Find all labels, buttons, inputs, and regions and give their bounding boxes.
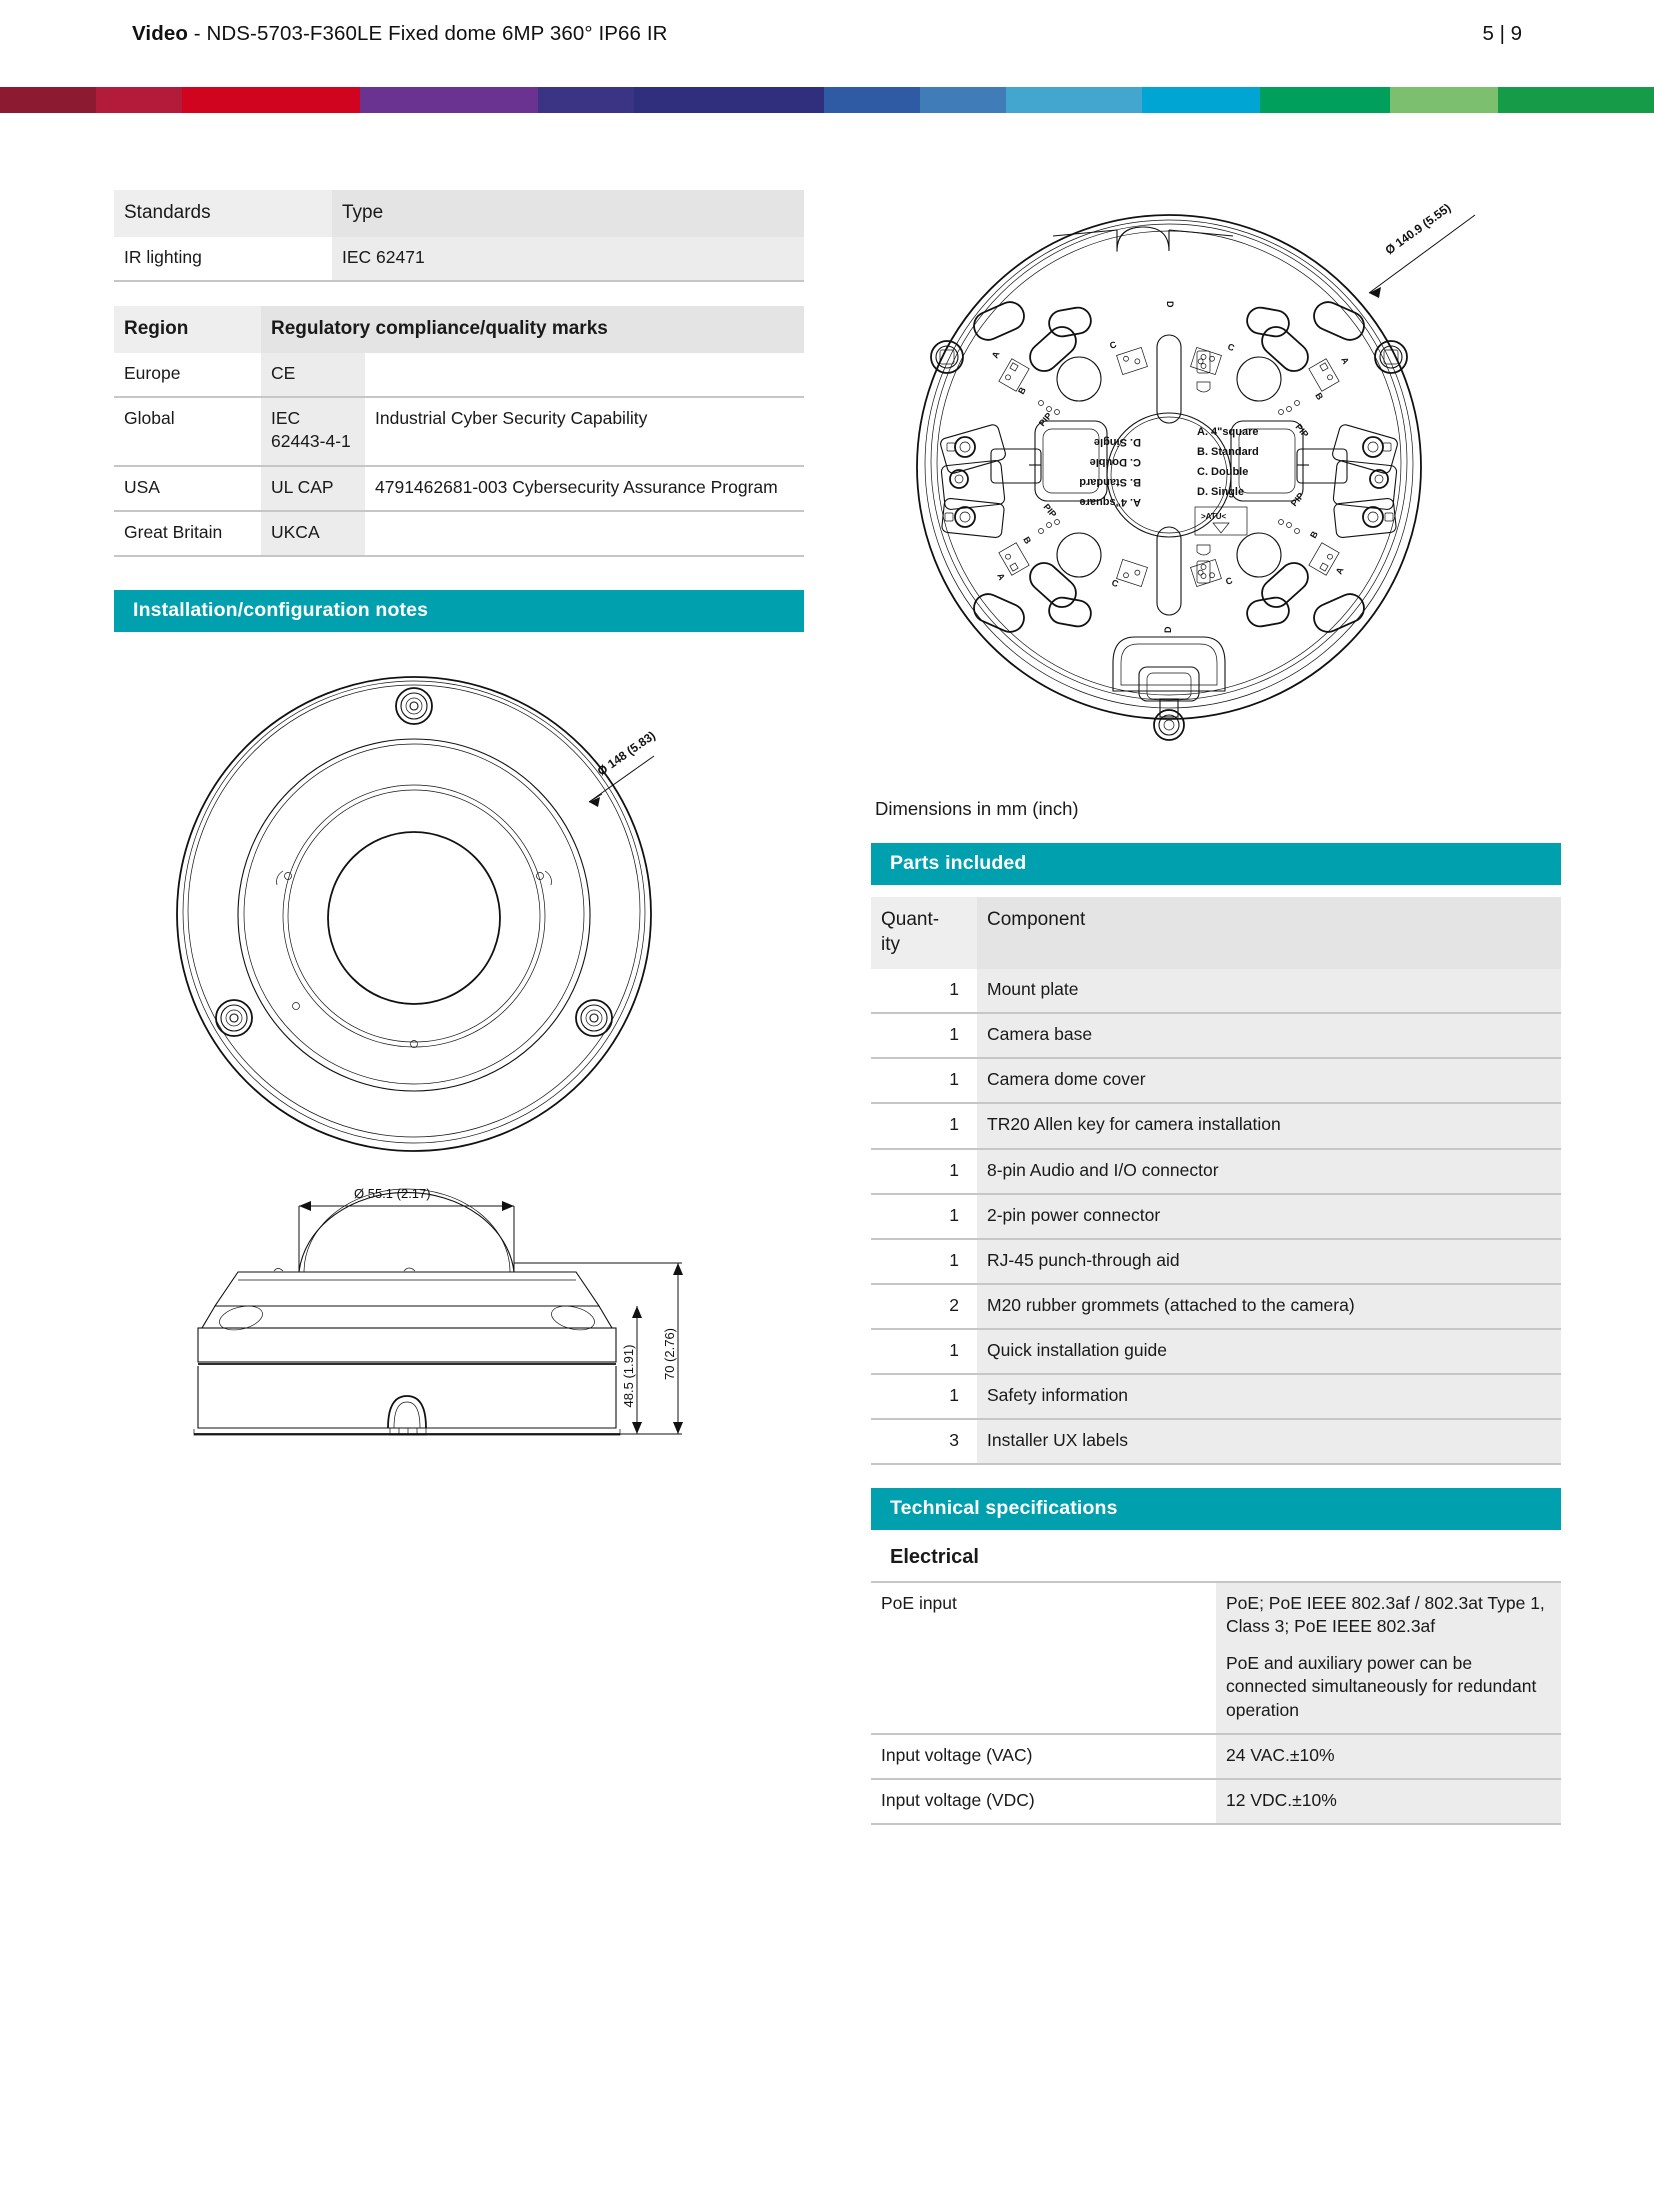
table-row xyxy=(871,1284,1561,1329)
svg-text:A: A xyxy=(989,349,1002,360)
camera-side-view-svg xyxy=(114,1176,804,1466)
right-column xyxy=(871,175,1561,1825)
spacer xyxy=(114,282,804,306)
section-bar-technical-specifications: Technical specifications xyxy=(871,1488,1561,1530)
dimension-leader xyxy=(589,728,658,807)
svg-text:B. Standard: B. Standard xyxy=(1197,446,1259,458)
col-header-regulatory: Regulatory compliance/quality marks xyxy=(261,306,804,353)
table-row xyxy=(871,1058,1561,1103)
cell-qty: 1 xyxy=(949,1385,959,1405)
color-segment xyxy=(1498,87,1654,113)
svg-text:70 (2.76): 70 (2.76) xyxy=(662,1327,677,1380)
table-row xyxy=(114,511,804,556)
table-row xyxy=(871,1103,1561,1148)
cell-mark: IEC 62443-4-1 xyxy=(261,397,365,465)
mount-plate-drawing xyxy=(871,175,1561,790)
spec-value-line-1: PoE; PoE IEEE 802.3af / 802.3at Type 1, Class 3; PoE IEEE 802.3af xyxy=(1226,1593,1545,1637)
svg-text:D. Single: D. Single xyxy=(1197,486,1245,498)
cell-region: Great Britain xyxy=(124,521,223,542)
table-row xyxy=(871,1194,1561,1239)
table-row xyxy=(114,237,804,281)
col-header-component: Component xyxy=(977,897,1561,969)
cell-component: 8-pin Audio and I/O connector xyxy=(977,1149,1561,1194)
svg-text:C: C xyxy=(1110,577,1120,590)
cell-spec-label: Input voltage (VAC) xyxy=(881,1744,1033,1765)
svg-text:C. Double: C. Double xyxy=(1089,456,1141,468)
svg-text:B: B xyxy=(1021,535,1034,546)
color-segment xyxy=(182,87,360,113)
svg-text:A. 4"square: A. 4"square xyxy=(1079,496,1141,508)
brand-color-bar xyxy=(0,87,1654,113)
cell-component: Camera dome cover xyxy=(977,1058,1561,1103)
table-row xyxy=(114,397,804,465)
svg-text:B: B xyxy=(1313,391,1326,402)
subsection-electrical: Electrical xyxy=(890,1546,979,1569)
cell-component: Quick installation guide xyxy=(977,1329,1561,1374)
table-row xyxy=(114,466,804,511)
color-segment xyxy=(824,87,920,113)
cell-qty: 1 xyxy=(949,1339,959,1360)
cell-detail: 4791462681-003 Cybersecurity Assurance Program xyxy=(375,476,778,497)
svg-text:B: B xyxy=(1308,529,1320,540)
color-segment xyxy=(920,87,1006,113)
col-header-quantity: Quant- ity xyxy=(871,897,977,969)
color-segment xyxy=(538,87,634,113)
svg-text:D: D xyxy=(1165,301,1175,308)
cell-spec-value: 12 VDC.±10% xyxy=(1216,1779,1561,1824)
col-header-type: Type xyxy=(332,190,804,237)
cell-spec-value xyxy=(1216,1582,1561,1733)
section-bar-installation: Installation/configuration notes xyxy=(114,590,804,632)
svg-text:A. 4"square: A. 4"square xyxy=(1197,426,1259,438)
cell-spec-label: PoE input xyxy=(881,1593,957,1614)
svg-text:C: C xyxy=(1108,339,1118,351)
table-header-row xyxy=(114,306,804,353)
svg-text:>ATU<: >ATU< xyxy=(1201,512,1227,521)
svg-text:48.5 (1.91): 48.5 (1.91) xyxy=(621,1344,636,1408)
regulatory-table xyxy=(114,306,804,557)
cell-region: USA xyxy=(124,476,160,497)
camera-side-view-drawing xyxy=(114,1176,804,1466)
cell-qty: 1 xyxy=(949,1249,959,1270)
cell-qty: 3 xyxy=(949,1430,959,1451)
cell-mark: UKCA xyxy=(261,511,365,556)
cell-component: Camera base xyxy=(977,1013,1561,1058)
cell-standard: IR lighting xyxy=(124,247,202,268)
dimension-leader xyxy=(1369,201,1475,298)
cell-mark: UL CAP xyxy=(261,466,365,511)
page-title-rest: - NDS-5703-F360LE Fixed dome 6MP 360° IP66 IR xyxy=(187,22,668,45)
cell-type: IEC 62471 xyxy=(332,237,804,281)
table-row xyxy=(871,1239,1561,1284)
svg-text:C: C xyxy=(1226,341,1236,354)
cell-qty: 1 xyxy=(949,1204,959,1225)
table-row xyxy=(114,353,804,397)
color-segment xyxy=(1142,87,1260,113)
cell-component: Installer UX labels xyxy=(977,1419,1561,1464)
svg-text:D. Single: D. Single xyxy=(1093,436,1141,448)
cell-component: Safety information xyxy=(977,1374,1561,1419)
cell-mark: CE xyxy=(261,353,365,397)
cell-qty: 1 xyxy=(949,979,959,1000)
spacer xyxy=(114,557,804,590)
svg-text:B: B xyxy=(1016,385,1028,396)
cell-detail: Industrial Cyber Security Capability xyxy=(375,408,648,429)
svg-text:Ø 55.1 (2.17): Ø 55.1 (2.17) xyxy=(354,1185,431,1201)
svg-text:A: A xyxy=(995,571,1007,582)
table-row xyxy=(871,1329,1561,1374)
electrical-table xyxy=(871,1581,1561,1825)
cell-qty: 1 xyxy=(949,1159,959,1180)
svg-text:D: D xyxy=(1163,626,1173,633)
svg-text:PIP: PIP xyxy=(1041,501,1059,520)
camera-top-view-svg xyxy=(114,646,804,1186)
cell-qty: 1 xyxy=(949,1114,959,1135)
svg-text:B. Standard: B. Standard xyxy=(1079,476,1141,488)
table-row xyxy=(871,1419,1561,1464)
table-row xyxy=(871,1582,1561,1733)
svg-text:C: C xyxy=(1224,575,1234,587)
table-row xyxy=(871,1779,1561,1824)
mount-plate-legend-mirrored xyxy=(1079,436,1141,508)
svg-text:A: A xyxy=(1339,355,1351,366)
color-segment xyxy=(1260,87,1390,113)
svg-text:Ø 140.9 (5.55): Ø 140.9 (5.55) xyxy=(1382,200,1454,258)
color-segment xyxy=(1006,87,1142,113)
cell-component: RJ-45 punch-through aid xyxy=(977,1239,1561,1284)
table-row xyxy=(871,969,1561,1013)
cell-spec-label: Input voltage (VDC) xyxy=(881,1789,1035,1810)
table-header-row xyxy=(871,897,1561,969)
cell-region: Global xyxy=(124,408,175,429)
svg-text:PIP: PIP xyxy=(1036,410,1054,429)
svg-text:Ø 148 (5.83): Ø 148 (5.83) xyxy=(594,728,658,779)
cell-detail xyxy=(365,353,804,397)
color-segment xyxy=(96,87,182,113)
cell-component: 2-pin power connector xyxy=(977,1194,1561,1239)
table-header-row xyxy=(114,190,804,237)
page-indicator: 5 | 9 xyxy=(1482,22,1522,45)
standards-table xyxy=(114,190,804,282)
page-title xyxy=(132,22,668,46)
spec-value-line-2: PoE and auxiliary power can be connected simultaneously for redundant operation xyxy=(1226,1653,1537,1720)
spacer xyxy=(871,1465,1561,1488)
cell-region: Europe xyxy=(124,363,181,384)
table-row xyxy=(871,1374,1561,1419)
cell-qty: 2 xyxy=(949,1294,959,1315)
svg-text:PIP: PIP xyxy=(1288,490,1306,509)
cell-qty: 1 xyxy=(949,1024,959,1045)
color-segment xyxy=(0,87,96,113)
page-header xyxy=(0,0,1654,68)
section-bar-parts-included: Parts included xyxy=(871,843,1561,885)
cell-detail xyxy=(365,511,804,556)
color-segment xyxy=(360,87,538,113)
color-segment xyxy=(1390,87,1498,113)
table-row xyxy=(871,1149,1561,1194)
page-title-bold: Video xyxy=(132,22,188,45)
table-row xyxy=(871,1013,1561,1058)
cell-qty: 1 xyxy=(949,1069,959,1090)
color-segment xyxy=(634,87,824,113)
camera-top-view-drawing xyxy=(114,646,804,1186)
svg-text:C. Double: C. Double xyxy=(1197,466,1249,478)
parts-included-table xyxy=(871,897,1561,1465)
cell-spec-value: 24 VAC.±10% xyxy=(1216,1734,1561,1779)
cell-component: M20 rubber grommets (attached to the camera) xyxy=(977,1284,1561,1329)
mount-plate-svg xyxy=(871,175,1561,790)
cell-component: TR20 Allen key for camera installation xyxy=(977,1103,1561,1148)
dimensions-note: Dimensions in mm (inch) xyxy=(875,798,1079,819)
svg-text:PIP: PIP xyxy=(1293,421,1311,440)
table-row xyxy=(871,1734,1561,1779)
spacer xyxy=(871,820,1561,843)
svg-text:A: A xyxy=(1333,565,1346,576)
col-header-standards: Standards xyxy=(114,190,332,237)
col-header-region: Region xyxy=(114,306,261,353)
left-column xyxy=(114,190,804,1466)
cell-component: Mount plate xyxy=(977,969,1561,1013)
